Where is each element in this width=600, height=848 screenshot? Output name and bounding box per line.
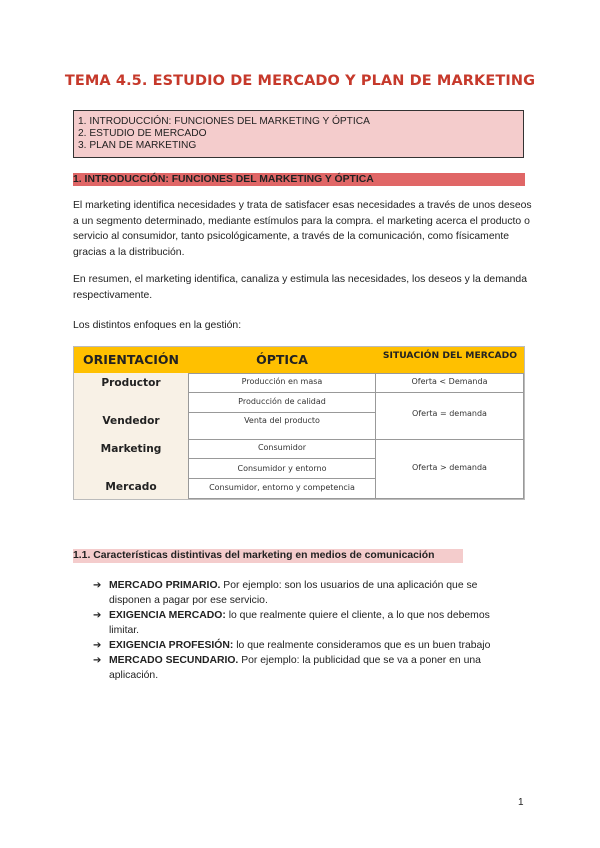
paragraph-definition: El marketing identifica necesidades y trata de satisfacer esas necesidades a través de unos deseos a un segmento determinado, mediante estímulos para la compra. el marketing acerca el producto o servicio al consumidor, tanto psicológicamente, a través de la comunicación, como físicamente gracias a la distribución. bbox=[73, 200, 532, 258]
header-orientacion: ORIENTACIÓN bbox=[74, 347, 188, 373]
optica-cell: Producción de calidad bbox=[188, 392, 376, 413]
arrow-icon: ➔ bbox=[93, 610, 102, 621]
document-title: TEMA 4.5. ESTUDIO DE MERCADO Y PLAN DE MARKETING bbox=[64, 73, 536, 89]
optica-cell: Consumidor y entorno bbox=[188, 458, 376, 479]
orientation-table bbox=[73, 346, 525, 500]
optica-cell: Consumidor bbox=[188, 439, 376, 459]
list-item: ➔ EXIGENCIA PROFESIÓN: lo que realmente consideramos que es un buen trabajo bbox=[93, 640, 491, 651]
orientation-productor: Productor bbox=[101, 377, 161, 389]
table-of-contents bbox=[73, 110, 524, 158]
optica-cell: Venta del producto bbox=[188, 412, 376, 440]
section-heading: 1. INTRODUCCIÓN: FUNCIONES DEL MARKETING Y ÓPTICA bbox=[73, 174, 374, 185]
bullet-list bbox=[93, 578, 513, 683]
situacion-cell: Oferta > demanda bbox=[375, 439, 524, 499]
situacion-cell: Oferta < Demanda bbox=[375, 373, 524, 393]
toc-item: 1. INTRODUCCIÓN: FUNCIONES DEL MARKETING Y ÓPTICA bbox=[78, 116, 370, 127]
page-number: 1 bbox=[518, 797, 524, 808]
arrow-icon: ➔ bbox=[93, 655, 102, 666]
arrow-icon: ➔ bbox=[93, 580, 102, 591]
situacion-cell: Oferta = demanda bbox=[375, 392, 524, 440]
subsection-heading: 1.1. Características distintivas del marketing en medios de comunicación bbox=[73, 550, 435, 561]
toc-item: 3. PLAN DE MARKETING bbox=[78, 140, 197, 151]
optica-cell: Consumidor, entorno y competencia bbox=[188, 478, 376, 499]
list-item: ➔ EXIGENCIA MERCADO: lo que realmente quiere el cliente, a lo que nos debemos limitar. bbox=[93, 610, 490, 636]
orientation-marketing: Marketing bbox=[100, 443, 162, 455]
optica-cell: Producción en masa bbox=[188, 373, 376, 393]
header-optica: ÓPTICA bbox=[188, 347, 376, 373]
arrow-icon: ➔ bbox=[93, 640, 102, 651]
header-situacion: SITUACIÓN DEL MERCADO bbox=[376, 347, 524, 373]
paragraph-approaches: Los distintos enfoques en la gestión: bbox=[73, 320, 242, 331]
toc-item: 2. ESTUDIO DE MERCADO bbox=[78, 128, 207, 139]
paragraph-summary: En resumen, el marketing identifica, canaliza y estimula las necesidades, los deseos y la demanda respectivamente. bbox=[73, 274, 527, 301]
orientation-mercado: Mercado bbox=[105, 481, 157, 493]
list-item: ➔ MERCADO PRIMARIO. Por ejemplo: son los usuarios de una aplicación que se disponen a pagar por ese servicio. bbox=[93, 580, 478, 606]
orientation-vendedor: Vendedor bbox=[102, 415, 160, 427]
list-item: ➔ MERCADO SECUNDARIO. Por ejemplo: la publicidad que se va a poner en una aplicación. bbox=[93, 655, 481, 681]
